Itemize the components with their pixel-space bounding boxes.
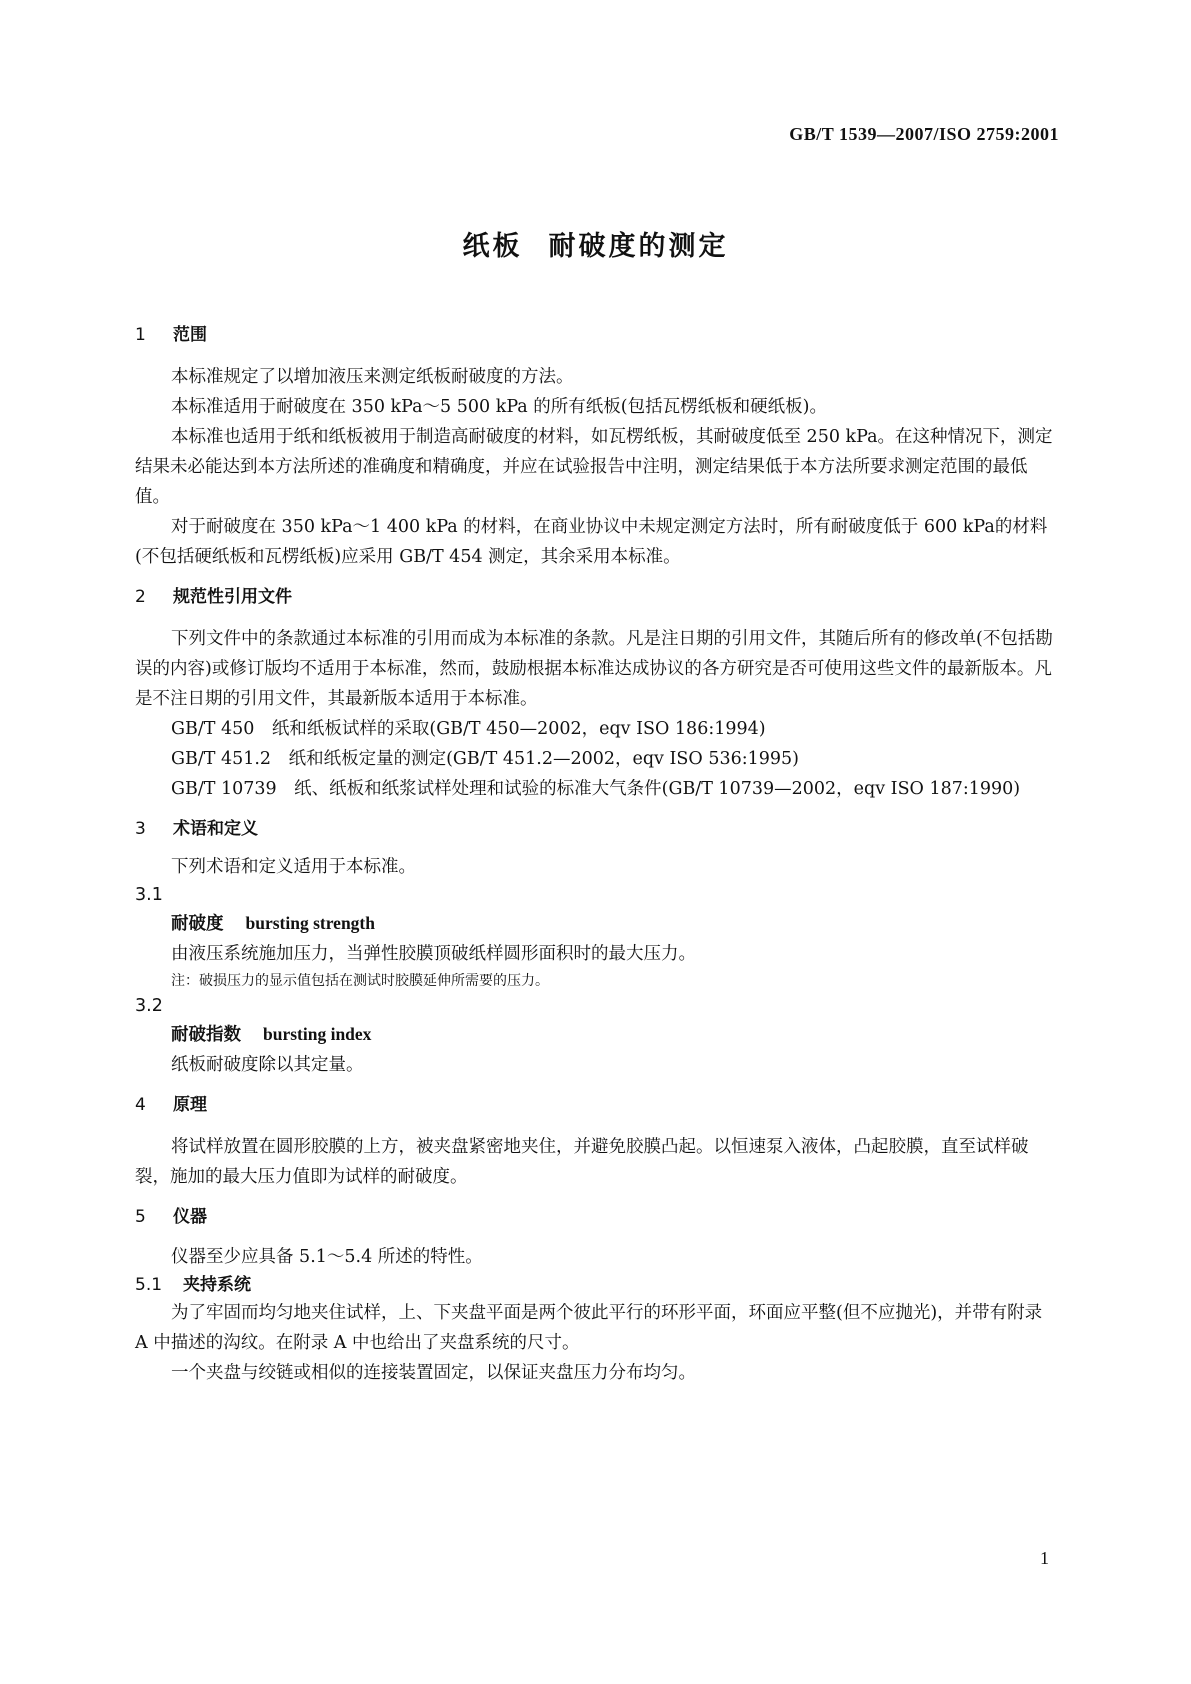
paragraph: 将试样放置在圆形胶膜的上方，被夹盘紧密地夹住，并避免胶膜凸起。以恒速泵入液体，凸起胶膜，直至试样破裂，施加的最大压力值即为试样的耐破度。 [135, 1137, 1029, 1187]
section-heading-terms [135, 816, 1060, 842]
standard-code-header: GB/T 1539—2007/ISO 2759:2001 [789, 124, 1059, 144]
term-zh: 耐破指数 [171, 1025, 241, 1045]
term-definition: 纸板耐破度除以其定量。 [171, 1055, 364, 1075]
document-title [0, 224, 1191, 263]
title-part-2: 耐破度的测定 [548, 231, 729, 262]
section-number: 5 [135, 1207, 146, 1227]
paragraph: 为了牢固而均匀地夹住试样，上、下夹盘平面是两个彼此平行的环形平面，环面应平整(但不应抛光)，并带有附录 A 中描述的沟纹。在附录 A 中也给出了夹盘系统的尺寸。 [135, 1303, 1043, 1353]
section-heading-apparatus [135, 1204, 1060, 1230]
section-title: 原理 [173, 1095, 207, 1115]
paragraph: 一个夹盘与绞链或相似的连接装置固定，以保证夹盘压力分布均匀。 [171, 1363, 696, 1383]
page-number: 1 [1040, 1548, 1049, 1568]
term-en: bursting index [263, 1024, 372, 1044]
paragraph: 本标准也适用于纸和纸板被用于制造高耐破度的材料，如瓦楞纸板，其耐破度低至 250 kPa。在这种情况下，测定结果未必能达到本方法所述的准确度和精确度，并应在试验报告中注明，测定结果低于本方法所要求测定范围的最低值。 [135, 427, 1053, 507]
term-note: 注：破损压力的显示值包括在测试时胶膜延伸所需要的压力。 [171, 973, 549, 989]
title-part-1: 纸板 [462, 231, 523, 262]
section-heading-principle [135, 1092, 1060, 1118]
paragraph: 本标准适用于耐破度在 350 kPa～5 500 kPa 的所有纸板(包括瓦楞纸板和硬纸板)。 [171, 397, 827, 417]
section-number: 4 [135, 1095, 146, 1115]
reference-item: GB/T 450 纸和纸板试样的采取(GB/T 450—2002，eqv ISO 186:1994) [171, 719, 766, 739]
subsection-title: 夹持系统 [183, 1275, 251, 1295]
paragraph: 对于耐破度在 350 kPa～1 400 kPa 的材料，在商业协议中未规定测定方法时，所有耐破度低于 600 kPa的材料(不包括硬纸板和瓦楞纸板)应采用 GB/T 454 测定，其余采用本标准。 [135, 517, 1048, 567]
section-title: 仪器 [173, 1207, 207, 1227]
reference-item: GB/T 10739 纸、纸板和纸浆试样处理和试验的标准大气条件(GB/T 10739—2002，eqv ISO 187:1990) [171, 779, 1021, 799]
section-title: 规范性引用文件 [173, 587, 292, 607]
section-heading-scope [135, 322, 1060, 348]
paragraph: 本标准规定了以增加液压来测定纸板耐破度的方法。 [171, 367, 574, 387]
reference-item: GB/T 451.2 纸和纸板定量的测定(GB/T 451.2—2002，eqv ISO 536:1995) [171, 749, 799, 769]
section-number: 1 [135, 325, 146, 345]
term-number: 3.1 [135, 885, 163, 905]
paragraph: 下列文件中的条款通过本标准的引用而成为本标准的条款。凡是注日期的引用文件，其随后所有的修改单(不包括勘误的内容)或修订版均不适用于本标准，然而，鼓励根据本标准达成协议的各方研究是否可使用这些文件的最新版本。凡是不注日期的引用文件，其最新版本适用于本标准。 [135, 629, 1053, 709]
term-heading [135, 908, 1060, 939]
section-number: 3 [135, 819, 146, 839]
term-en: bursting strength [245, 913, 375, 933]
section-title: 范围 [173, 325, 207, 345]
document-body [135, 322, 1060, 1388]
section-number: 2 [135, 587, 146, 607]
paragraph: 仪器至少应具备 5.1～5.4 所述的特性。 [171, 1247, 483, 1267]
section-title: 术语和定义 [173, 819, 258, 839]
subsection-heading-clamping-system [135, 1272, 1060, 1298]
term-heading [135, 1019, 1060, 1050]
subsection-number: 5.1 [135, 1275, 163, 1295]
term-definition: 由液压系统施加压力，当弹性胶膜顶破纸样圆形面积时的最大压力。 [171, 944, 696, 964]
section-heading-normative-references [135, 584, 1060, 610]
term-zh: 耐破度 [171, 914, 224, 934]
term-number: 3.2 [135, 996, 163, 1016]
paragraph: 下列术语和定义适用于本标准。 [171, 857, 416, 877]
